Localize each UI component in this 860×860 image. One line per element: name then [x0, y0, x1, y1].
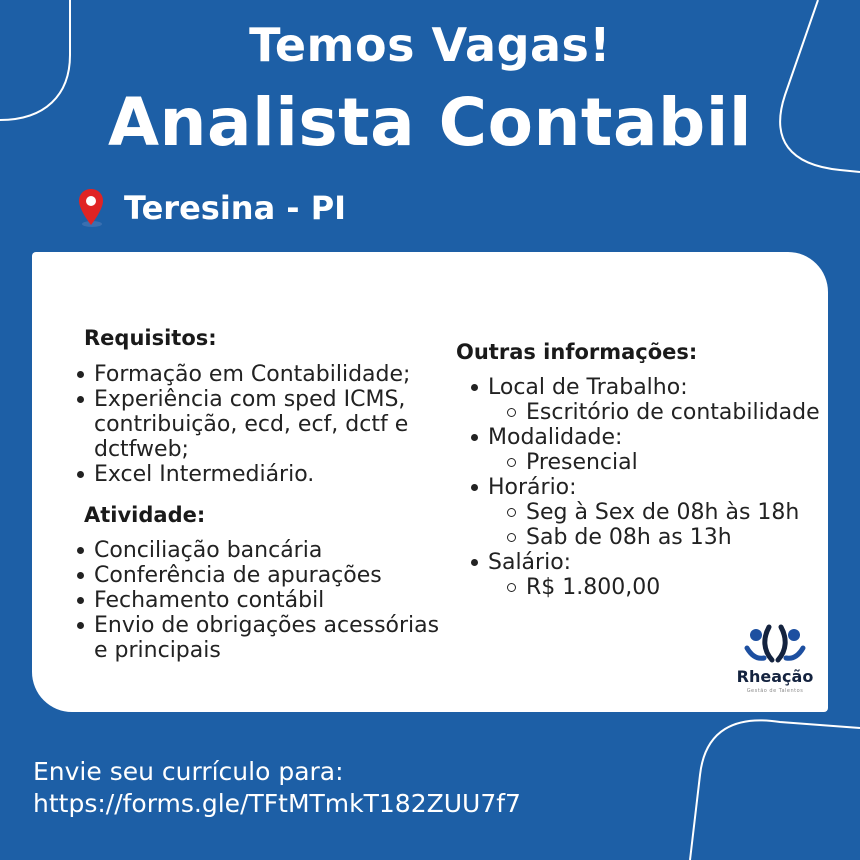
footer — [33, 756, 521, 820]
people-logo-icon — [732, 624, 818, 666]
application-link[interactable]: https://forms.gle/TFtMTmkT182ZUU7f7 — [33, 789, 521, 818]
list-item: Formação em Contabilidade; — [74, 362, 454, 387]
left-column — [74, 326, 454, 663]
work-location-label: Local de Trabalho: — [468, 375, 826, 400]
location-text: Teresina - PI — [124, 189, 347, 227]
work-location-value: Escritório de contabilidade — [468, 400, 826, 425]
logo-wordmark: Rheação — [736, 667, 814, 686]
headline-vacancies: Temos Vagas! — [249, 18, 611, 72]
list-item: Fechamento contábil — [74, 588, 454, 613]
list-item: Excel Intermediário. — [74, 462, 454, 487]
activities-list — [74, 538, 454, 663]
details-card — [32, 252, 828, 712]
location-pin-icon — [78, 188, 104, 228]
list-item: Conferência de apurações — [74, 563, 454, 588]
list-item: Conciliação bancária — [74, 538, 454, 563]
salary-label: Salário: — [468, 550, 826, 575]
company-logo — [732, 624, 818, 704]
right-column — [454, 340, 826, 600]
modality-value: Presencial — [468, 450, 826, 475]
footer-instruction: Envie seu currículo para: — [33, 757, 344, 786]
requirements-list — [74, 362, 454, 487]
schedule-saturday: Sab de 08h as 13h — [468, 525, 826, 550]
list-item: Envio de obrigações acessórias e principais — [74, 613, 454, 663]
location — [78, 188, 346, 228]
other-info-list — [468, 375, 826, 600]
job-title: Analista Contabil — [107, 84, 753, 161]
requirements-heading: Requisitos: — [84, 326, 217, 350]
logo-tagline: Gestão de Talentos — [746, 688, 804, 694]
modality-label: Modalidade: — [468, 425, 826, 450]
activities-heading: Atividade: — [84, 503, 206, 527]
other-info-heading: Outras informações: — [456, 340, 698, 364]
schedule-weekdays: Seg à Sex de 08h às 18h — [468, 500, 826, 525]
salary-value: R$ 1.800,00 — [468, 575, 826, 600]
schedule-label: Horário: — [468, 475, 826, 500]
list-item: Experiência com sped ICMS, contribuição, ecd, ecf, dctf e dctfweb; — [74, 387, 454, 462]
